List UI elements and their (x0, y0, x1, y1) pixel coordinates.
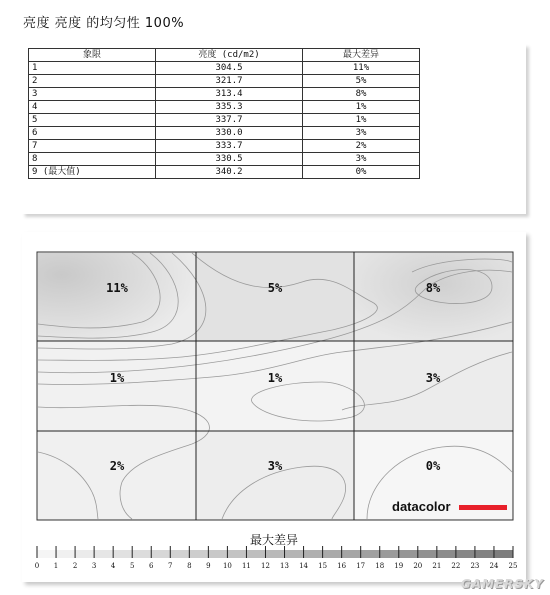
cell-quadrant: 3 (29, 88, 156, 101)
table-row (29, 62, 420, 75)
legend-tick-label: 0 (34, 562, 40, 570)
legend-swatch (265, 550, 284, 558)
legend-swatch (475, 550, 494, 558)
legend-swatch (246, 550, 265, 558)
legend-tick-label: 24 (489, 562, 499, 570)
legend-swatch (285, 550, 304, 558)
cell-quadrant: 9 (最大值) (29, 166, 156, 179)
legend-swatch (227, 550, 246, 558)
table-row (29, 88, 420, 101)
legend-swatch (304, 550, 323, 558)
legend-swatch (494, 550, 513, 558)
legend-swatch (418, 550, 437, 558)
cell-luminance: 335.3 (156, 101, 303, 114)
legend-tick-label: 18 (375, 562, 385, 570)
table-row (29, 75, 420, 88)
legend-tick-label: 9 (206, 562, 211, 570)
cell-luminance: 313.4 (156, 88, 303, 101)
legend-scale (35, 546, 518, 570)
legend-tick-label: 5 (129, 562, 135, 570)
legend-tick-label: 17 (356, 562, 366, 570)
cell-quadrant: 8 (29, 153, 156, 166)
uniformity-heatmap (22, 232, 526, 582)
header-luminance: 亮度 (cd/m2) (156, 49, 303, 62)
legend-tick-label: 2 (72, 562, 78, 570)
cell-quadrant: 1 (29, 62, 156, 75)
legend-tick-label: 12 (261, 562, 270, 570)
cell-difference: 11% (303, 62, 420, 75)
cell-difference: 1% (303, 114, 420, 127)
cell-quadrant: 5 (29, 114, 156, 127)
legend-tick-label: 6 (149, 562, 154, 570)
cell-difference: 5% (303, 75, 420, 88)
legend-swatch (380, 550, 399, 558)
legend-title: 最大差异 (249, 533, 298, 547)
cell-luminance: 333.7 (156, 140, 303, 153)
legend-swatch (323, 550, 342, 558)
cell-luminance: 304.5 (156, 62, 303, 75)
table-row (29, 166, 420, 179)
cell-luminance: 330.5 (156, 153, 303, 166)
legend-tick-label: 11 (241, 562, 251, 570)
cell-difference: 3% (303, 153, 420, 166)
watermark-logo: GAMERSKY (460, 577, 544, 591)
logo-bar (459, 505, 507, 510)
legend-swatch (132, 550, 151, 558)
cell-quadrant: 6 (29, 127, 156, 140)
legend-swatch (342, 550, 361, 558)
legend-tick-label: 4 (110, 562, 116, 570)
quadrant-label-6: 3% (425, 371, 441, 385)
legend-swatch (208, 550, 227, 558)
legend-swatch (37, 550, 56, 558)
quadrant-label-9: 0% (425, 459, 441, 473)
legend-tick-label: 7 (168, 562, 173, 570)
quadrant-label-4: 1% (109, 371, 125, 385)
legend-tick-label: 16 (337, 562, 347, 570)
cell-luminance: 337.7 (156, 114, 303, 127)
cell-difference: 8% (303, 88, 420, 101)
table-row (29, 153, 420, 166)
cell-quadrant: 7 (29, 140, 156, 153)
legend-swatch (113, 550, 132, 558)
legend-tick-label: 1 (53, 562, 59, 570)
cell-difference: 2% (303, 140, 420, 153)
legend-swatch (94, 550, 113, 558)
table-row (29, 114, 420, 127)
legend-tick-label: 8 (187, 562, 192, 570)
legend-tick-label: 21 (432, 562, 442, 570)
uniformity-map-card (22, 232, 526, 582)
header-quadrant: 象限 (29, 49, 156, 62)
legend-swatch (437, 550, 456, 558)
legend-swatch (75, 550, 94, 558)
table-header-row (29, 49, 420, 62)
legend-swatch (361, 550, 380, 558)
legend-tick-label: 14 (299, 562, 309, 570)
quadrant-label-5: 1% (267, 371, 283, 385)
legend-tick-label: 13 (280, 562, 289, 570)
legend-tick-label: 10 (222, 562, 232, 570)
quadrant-label-3: 8% (425, 281, 441, 295)
legend-swatch (189, 550, 208, 558)
uniformity-table (28, 48, 420, 179)
legend-tick-label: 3 (91, 562, 97, 570)
legend-swatch (56, 550, 75, 558)
quadrant-label-2: 5% (267, 281, 283, 295)
table-row (29, 127, 420, 140)
legend-swatch (170, 550, 189, 558)
legend-tick-label: 19 (394, 562, 404, 570)
legend-tick-label: 23 (470, 562, 480, 570)
cell-quadrant: 4 (29, 101, 156, 114)
header-max-difference: 最大差异 (303, 49, 420, 62)
legend-swatch (151, 550, 170, 558)
legend-swatch (399, 550, 418, 558)
logo-text: datacolor (392, 499, 451, 514)
cell-quadrant: 2 (29, 75, 156, 88)
table-row (29, 140, 420, 153)
legend-tick-label: 20 (413, 562, 423, 570)
cell-luminance: 330.0 (156, 127, 303, 140)
page-title: 亮度 亮度 的均匀性 100% (23, 16, 185, 31)
quadrant-label-7: 2% (109, 459, 125, 473)
uniformity-table-card (22, 44, 526, 214)
table-row (29, 101, 420, 114)
cell-difference: 0% (303, 166, 420, 179)
cell-luminance: 321.7 (156, 75, 303, 88)
quadrant-label-1: 11% (106, 281, 128, 295)
quadrant-label-8: 3% (267, 459, 283, 473)
cell-luminance: 340.2 (156, 166, 303, 179)
legend-tick-label: 22 (451, 562, 461, 570)
cell-difference: 3% (303, 127, 420, 140)
legend-tick-label: 15 (318, 562, 328, 570)
legend-swatch (456, 550, 475, 558)
legend-tick-label: 25 (508, 562, 518, 570)
cell-difference: 1% (303, 101, 420, 114)
